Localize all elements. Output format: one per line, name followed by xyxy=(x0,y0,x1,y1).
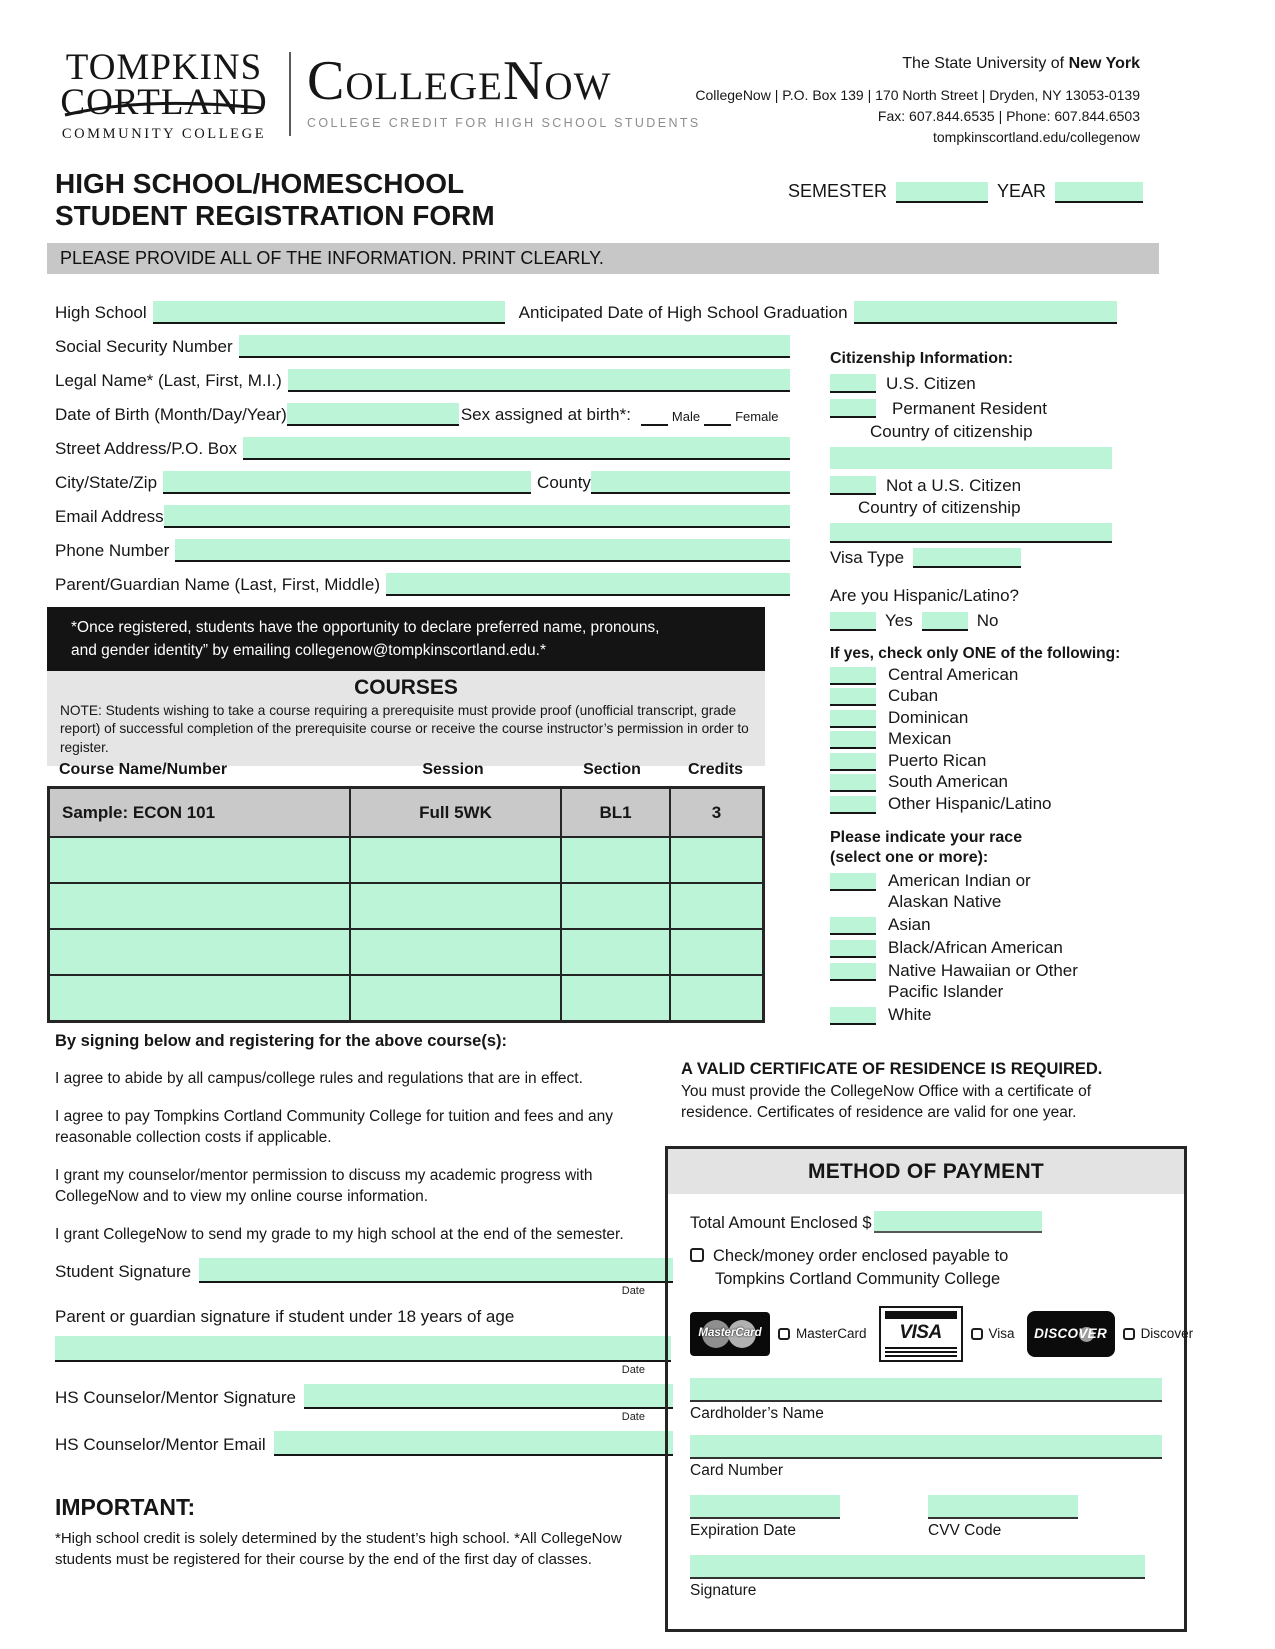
course-name-input[interactable] xyxy=(50,930,349,974)
parent-signature-note: Parent or guardian signature if student under 18 years of age xyxy=(55,1307,515,1326)
visa-type-label: Visa Type xyxy=(830,548,905,567)
payment-box xyxy=(665,1146,1194,1632)
total-amount-label: Total Amount Enclosed $ xyxy=(690,1214,872,1232)
option-label: Central American xyxy=(888,664,1019,684)
race-label: White xyxy=(888,1004,932,1024)
permanent-resident-checkbox[interactable] xyxy=(830,399,876,418)
course-row-3 xyxy=(50,930,762,974)
course-row-2 xyxy=(50,884,762,928)
row-street xyxy=(55,426,790,460)
expiration-input[interactable] xyxy=(690,1495,840,1519)
hispanic-question: Are you Hispanic/Latino? xyxy=(830,586,1020,605)
sex-label: Sex assigned at birth*: xyxy=(460,405,631,424)
dob-input[interactable] xyxy=(287,403,459,426)
collegenow-logo xyxy=(307,50,701,130)
counselor-signature-label: HS Counselor/Mentor Signature xyxy=(55,1388,296,1407)
female-checkbox[interactable] xyxy=(704,412,731,426)
preferred-name-note: *Once registered, students have the opportunity to declare preferred name, pronouns, and gender identity” by emailing collegenow@tompkinscortland.edu.* xyxy=(47,607,765,673)
cuban-checkbox[interactable] xyxy=(830,688,876,706)
mastercard-label: MasterCard xyxy=(796,1326,867,1342)
col-course-name: Course Name/Number xyxy=(59,761,228,778)
us-citizen-row xyxy=(830,371,1150,393)
check-money-order-checkbox[interactable] xyxy=(690,1248,704,1262)
row-email xyxy=(55,494,790,528)
agreement-heading: By signing below and registering for the above course(s): xyxy=(55,1032,507,1050)
session-input[interactable] xyxy=(351,884,560,928)
university-line: The State University of New York xyxy=(902,55,1140,72)
phone-fax-line: Fax: 607.844.6535 | Phone: 607.844.6503 xyxy=(877,108,1140,124)
ssn-label: Social Security Number xyxy=(55,337,233,356)
instruction-banner: PLEASE PROVIDE ALL OF THE INFORMATION. PRINT CLEARLY. xyxy=(47,243,1159,274)
card-options-row xyxy=(690,1306,1194,1362)
not-us-citizen-checkbox[interactable] xyxy=(830,476,876,495)
row-ssn xyxy=(55,324,790,358)
col-credits: Credits xyxy=(687,761,744,778)
race-option-row xyxy=(830,938,1150,959)
discover-logo-icon: DISCOVER xyxy=(1027,1311,1115,1357)
visa-type-input[interactable] xyxy=(913,548,1021,568)
black-african-american-checkbox[interactable] xyxy=(830,940,876,958)
mastercard-logo-icon: MasterCard xyxy=(690,1312,770,1356)
row-high-school xyxy=(55,290,1117,324)
credits-input[interactable] xyxy=(671,838,762,882)
cvv-stack xyxy=(928,1495,1078,1540)
semester-year-row xyxy=(788,181,1143,203)
race-option-row xyxy=(830,961,1150,1003)
expiration-stack xyxy=(690,1495,840,1540)
university-name: New York xyxy=(1068,55,1140,72)
south-american-checkbox[interactable] xyxy=(830,774,876,792)
race-heading: Please indicate your race (select one or more): xyxy=(830,828,1023,867)
logo-text-tompkins: TOMPKINS xyxy=(65,47,263,88)
grad-date-input[interactable] xyxy=(854,301,1117,324)
cardholder-name-input[interactable] xyxy=(690,1378,1162,1402)
page-title: HIGH SCHOOL/HOMESCHOOL STUDENT REGISTRATION FORM xyxy=(55,168,495,231)
female-label: Female xyxy=(735,409,779,424)
section-input[interactable] xyxy=(562,930,669,974)
logo-text-community-college: COMMUNITY COLLEGE xyxy=(61,126,267,143)
race-label: American Indian or Alaskan Native xyxy=(888,871,1031,911)
logo-text-cortland: CORTLAND xyxy=(60,82,268,124)
session-input[interactable] xyxy=(351,976,560,1020)
city-label: City/State/Zip xyxy=(55,473,158,492)
agreement-item: I grant CollegeNow to send my grade to my high school at the end of the semester. xyxy=(55,1225,624,1243)
important-text: *High school credit is solely determined by the student’s high school. *All CollegeNow students must be registered for their course by the end of the first day of classes. xyxy=(55,1530,622,1568)
parent-name-label: Parent/Guardian Name (Last, First, Middle) xyxy=(55,575,381,594)
other-hispanic-checkbox[interactable] xyxy=(830,796,876,814)
signature-section xyxy=(55,1258,673,1456)
country-citizenship-input-2[interactable] xyxy=(830,523,1112,543)
row-dob-sex xyxy=(55,392,803,426)
payment-signature-input[interactable] xyxy=(690,1555,1145,1579)
country-citizenship-label-1: Country of citizenship xyxy=(870,422,1033,441)
course-name-input[interactable] xyxy=(50,838,349,882)
agreement-item: I agree to pay Tompkins Cortland Community College for tuition and fees and any reasonable collection costs if applicable. xyxy=(55,1108,614,1147)
semester-input[interactable] xyxy=(896,182,988,203)
sample-course-name: Sample: ECON 101 xyxy=(50,789,349,836)
course-row-1 xyxy=(50,838,762,882)
male-checkbox[interactable] xyxy=(641,412,668,426)
total-amount-row xyxy=(690,1211,1162,1233)
card-number-label: Card Number xyxy=(690,1461,784,1479)
dob-label: Date of Birth (Month/Day/Year) xyxy=(55,405,287,424)
semester-label: SEMESTER xyxy=(788,181,888,201)
hispanic-yes-no-row xyxy=(830,609,1150,631)
dominican-checkbox[interactable] xyxy=(830,710,876,728)
header-logos xyxy=(55,47,701,143)
male-label: Male xyxy=(671,409,701,424)
date-label: Date xyxy=(621,1411,645,1423)
payment-signature-label: Signature xyxy=(690,1581,757,1599)
check-option-row xyxy=(690,1245,1162,1267)
residence-heading: A VALID CERTIFICATE OF RESIDENCE IS REQUIRED. xyxy=(681,1060,1103,1078)
white-checkbox[interactable] xyxy=(830,1007,876,1025)
race-option-row xyxy=(830,871,1150,913)
row-legal-name xyxy=(55,358,790,392)
agreement-item: I agree to abide by all campus/college rules and regulations that are in effect. xyxy=(55,1070,583,1088)
hispanic-option-row xyxy=(830,792,1150,814)
counselor-signature-row xyxy=(55,1384,673,1409)
col-section: Section xyxy=(583,761,641,778)
race-label: Native Hawaiian or Other Pacific Islander xyxy=(888,960,1078,1001)
street-input[interactable] xyxy=(243,437,790,460)
date-label: Date xyxy=(621,1285,645,1297)
phone-input[interactable] xyxy=(175,539,790,562)
permanent-resident-label: Permanent Resident xyxy=(892,399,1047,419)
us-citizen-label: U.S. Citizen xyxy=(886,374,976,394)
payment-body xyxy=(668,1194,1194,1600)
hispanic-option-row xyxy=(830,706,1150,728)
header-contact xyxy=(695,55,1140,148)
citizenship-heading: Citizenship Information: xyxy=(830,350,1014,367)
option-label: Other Hispanic/Latino xyxy=(888,793,1052,813)
county-input[interactable] xyxy=(591,471,790,494)
website-line: tompkinscortland.edu/collegenow xyxy=(932,129,1140,145)
us-citizen-checkbox[interactable] xyxy=(830,374,876,393)
important-heading: IMPORTANT: xyxy=(55,1494,196,1520)
hispanic-option-row xyxy=(830,685,1150,707)
section-input[interactable] xyxy=(562,976,669,1020)
year-label: YEAR xyxy=(997,181,1047,201)
session-input[interactable] xyxy=(351,838,560,882)
date-label: Date xyxy=(621,1364,645,1376)
option-label: Cuban xyxy=(888,686,939,705)
email-label: Email Address xyxy=(55,507,164,526)
course-table xyxy=(47,786,765,1023)
total-amount-input[interactable] xyxy=(874,1211,1042,1233)
sample-session: Full 5WK xyxy=(351,789,560,836)
grad-date-label: Anticipated Date of High School Graduation xyxy=(518,303,848,322)
not-us-citizen-label: Not a U.S. Citizen xyxy=(886,476,1022,496)
parent-signature-input[interactable] xyxy=(55,1336,671,1362)
courses-note: NOTE: Students wishing to take a course requiring a prerequisite must provide proof (unofficial transcript, grade report) of successful completion of the prerequisite course or receive the course instructor’s permission in order to register. xyxy=(60,703,749,755)
hispanic-yes-label: Yes xyxy=(885,611,913,630)
discover-label: Discover xyxy=(1140,1326,1194,1342)
country-citizenship-input-1[interactable] xyxy=(830,447,1112,469)
native-hawaiian-checkbox[interactable] xyxy=(830,963,876,981)
puerto-rican-checkbox[interactable] xyxy=(830,753,876,771)
cardholder-name-label: Cardholder’s Name xyxy=(690,1404,824,1422)
student-signature-input[interactable] xyxy=(199,1258,673,1283)
mexican-checkbox[interactable] xyxy=(830,731,876,749)
high-school-input[interactable] xyxy=(153,301,505,324)
session-input[interactable] xyxy=(351,930,560,974)
cvv-label: CVV Code xyxy=(928,1521,1002,1539)
street-label: Street Address/P.O. Box xyxy=(55,439,238,458)
student-signature-label: Student Signature xyxy=(55,1262,192,1281)
logo-divider xyxy=(289,52,291,136)
address-line: CollegeNow | P.O. Box 139 | 170 North Street | Dryden, NY 13053-0139 xyxy=(695,87,1140,103)
tompkins-cortland-logo xyxy=(55,47,273,143)
hispanic-yes-checkbox[interactable] xyxy=(830,612,876,631)
agreement-item: I grant my counselor/mentor permission to discuss my academic progress with CollegeNow and to view my online course information. xyxy=(55,1167,593,1205)
expiration-cvv-row xyxy=(690,1495,1162,1540)
legal-name-label: Legal Name* (Last, First, M.I.) xyxy=(55,371,282,390)
hispanic-option-row xyxy=(830,728,1150,750)
hispanic-no-label: No xyxy=(976,611,999,630)
check-payable-to: Tompkins Cortland Community College xyxy=(715,1270,1001,1289)
expiration-label: Expiration Date xyxy=(690,1521,796,1539)
phone-label: Phone Number xyxy=(55,541,170,560)
hispanic-instruction: If yes, check only ONE of the following: xyxy=(830,645,1121,662)
permanent-resident-row xyxy=(830,396,1150,418)
visa-checkbox[interactable] xyxy=(971,1328,983,1340)
counselor-email-input[interactable] xyxy=(274,1431,673,1456)
credits-input[interactable] xyxy=(671,930,762,974)
col-session: Session xyxy=(422,761,484,778)
asian-checkbox[interactable] xyxy=(830,917,876,935)
card-number-input[interactable] xyxy=(690,1435,1162,1459)
hispanic-option-row xyxy=(830,771,1150,793)
courses-panel xyxy=(47,671,765,766)
legal-name-input[interactable] xyxy=(288,369,790,392)
counselor-signature-input[interactable] xyxy=(304,1384,673,1409)
hispanic-no-checkbox[interactable] xyxy=(922,612,968,631)
visa-label: Visa xyxy=(988,1326,1015,1342)
ssn-input[interactable] xyxy=(239,335,790,358)
sample-credits: 3 xyxy=(671,789,762,836)
section-input[interactable] xyxy=(562,884,669,928)
option-label: Mexican xyxy=(888,729,952,748)
student-signature-row xyxy=(55,1258,673,1283)
credits-input[interactable] xyxy=(671,976,762,1020)
residence-section xyxy=(681,1060,1159,1124)
counselor-email-label: HS Counselor/Mentor Email xyxy=(55,1435,266,1454)
race-label: Asian xyxy=(888,914,931,934)
hispanic-option-row xyxy=(830,663,1150,685)
collegenow-brand: CollegeNow xyxy=(307,50,612,112)
section-input[interactable] xyxy=(562,838,669,882)
race-label: Black/African American xyxy=(888,937,1063,957)
discover-checkbox[interactable] xyxy=(1123,1328,1135,1340)
visa-logo-icon: VISA xyxy=(879,1306,963,1362)
collegenow-tagline: COLLEGE CREDIT FOR HIGH SCHOOL STUDENTS xyxy=(307,115,701,130)
american-indian-checkbox[interactable] xyxy=(830,873,876,891)
option-label: Puerto Rican xyxy=(888,750,987,770)
country-citizenship-label-2: Country of citizenship xyxy=(858,498,1021,517)
hispanic-option-row xyxy=(830,749,1150,771)
email-input[interactable] xyxy=(164,505,790,528)
option-label: Dominican xyxy=(888,707,969,727)
check-option-label: Check/money order enclosed payable to xyxy=(713,1247,1009,1265)
courses-heading: COURSES xyxy=(354,676,458,699)
option-label: South American xyxy=(888,772,1009,791)
agreement-section xyxy=(55,1030,685,1246)
row-parent-name xyxy=(55,562,790,596)
course-row-4 xyxy=(50,976,762,1020)
sample-course-row xyxy=(50,789,762,836)
central-american-checkbox[interactable] xyxy=(830,667,876,685)
sample-section: BL1 xyxy=(562,789,669,836)
important-section xyxy=(55,1494,655,1570)
row-city-county xyxy=(55,460,790,494)
demographics-column xyxy=(830,350,1150,1025)
counselor-email-row xyxy=(55,1431,673,1456)
race-option-row xyxy=(830,1005,1150,1026)
payment-heading: METHOD OF PAYMENT xyxy=(668,1149,1184,1194)
visa-type-row xyxy=(830,548,1150,568)
course-table-header xyxy=(47,761,765,779)
course-name-input[interactable] xyxy=(50,976,349,1020)
race-option-row xyxy=(830,915,1150,936)
credits-input[interactable] xyxy=(671,884,762,928)
residence-text: You must provide the CollegeNow Office with a certificate of residence. Certificates of residence are valid for one year. xyxy=(681,1083,1092,1121)
course-name-input[interactable] xyxy=(50,884,349,928)
year-input[interactable] xyxy=(1055,182,1143,203)
parent-name-input[interactable] xyxy=(386,573,790,596)
cvv-input[interactable] xyxy=(928,1495,1078,1519)
county-label: County xyxy=(537,473,591,492)
row-phone xyxy=(55,528,790,562)
mastercard-checkbox[interactable] xyxy=(778,1328,790,1340)
high-school-label: High School xyxy=(55,303,147,322)
city-input[interactable] xyxy=(163,471,531,494)
not-us-citizen-row xyxy=(830,473,1150,495)
